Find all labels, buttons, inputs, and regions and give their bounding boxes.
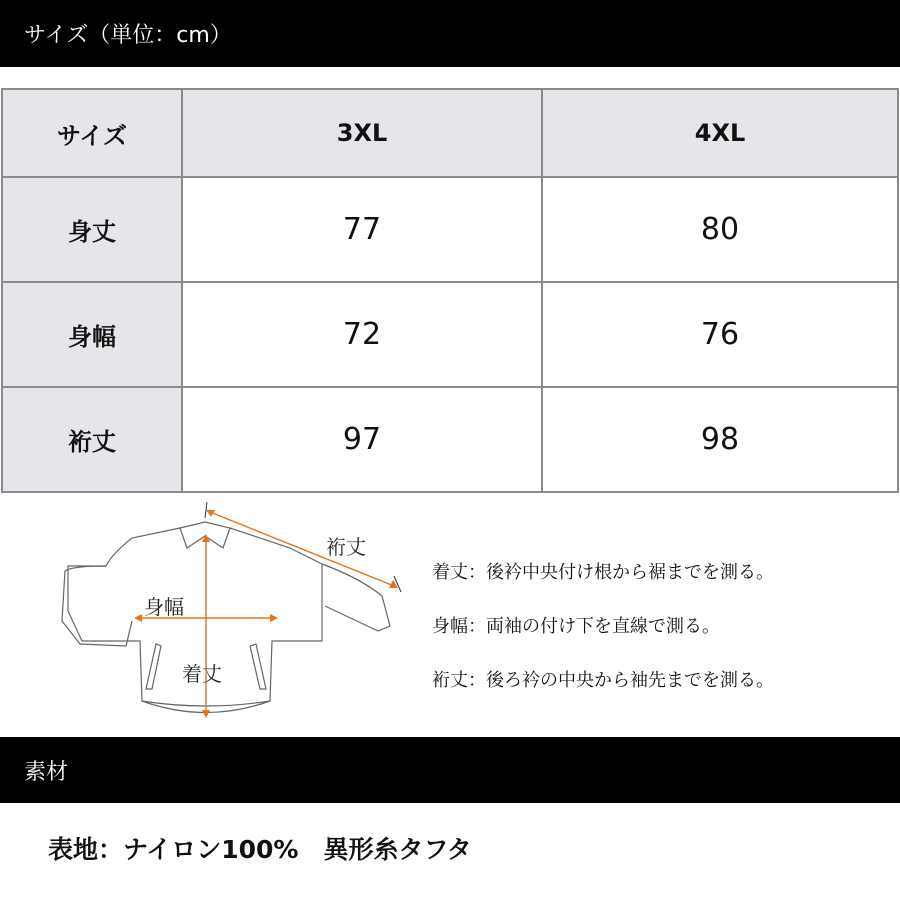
size-section-header	[0, 0, 900, 67]
row-label-yukitake: 裄丈	[2, 387, 182, 492]
cell-yukitake-4xl: 98	[542, 387, 898, 492]
yukitake-arrow	[210, 512, 394, 586]
size-section-title: サイズ（単位：cm）	[24, 23, 232, 48]
size-table-corner: サイズ	[2, 89, 182, 177]
material-description: 表地：ナイロン100% 異形糸タフタ	[48, 835, 472, 864]
size-table-header-row	[2, 89, 898, 177]
definition-kitake: 着丈：後衿中央付け根から裾までを測る。	[432, 562, 774, 583]
cell-mitake-3xl: 77	[182, 177, 542, 282]
row-label-mitake: 身丈	[2, 177, 182, 282]
column-4xl: 4XL	[542, 89, 898, 177]
cell-mitake-4xl: 80	[542, 177, 898, 282]
diagram-label-kitake: 着丈	[182, 662, 222, 686]
measurement-definitions	[432, 546, 774, 708]
jacket-measurement-diagram	[60, 496, 410, 726]
table-row	[2, 387, 898, 492]
column-3xl: 3XL	[182, 89, 542, 177]
material-section-header	[0, 737, 900, 803]
diagram-label-mihaba: 身幅	[144, 595, 184, 619]
diagram-label-yukitake: 裄丈	[326, 535, 366, 559]
cell-mihaba-3xl: 72	[182, 282, 542, 387]
table-row	[2, 177, 898, 282]
row-label-mihaba: 身幅	[2, 282, 182, 387]
definition-mihaba: 身幅：両袖の付け下を直線で測る。	[432, 616, 720, 637]
definition-yukitake: 裄丈：後ろ衿の中央から袖先までを測る。	[432, 670, 774, 691]
material-section-title: 素材	[24, 759, 69, 785]
size-table	[1, 88, 899, 493]
cell-yukitake-3xl: 97	[182, 387, 542, 492]
table-row	[2, 282, 898, 387]
cell-mihaba-4xl: 76	[542, 282, 898, 387]
